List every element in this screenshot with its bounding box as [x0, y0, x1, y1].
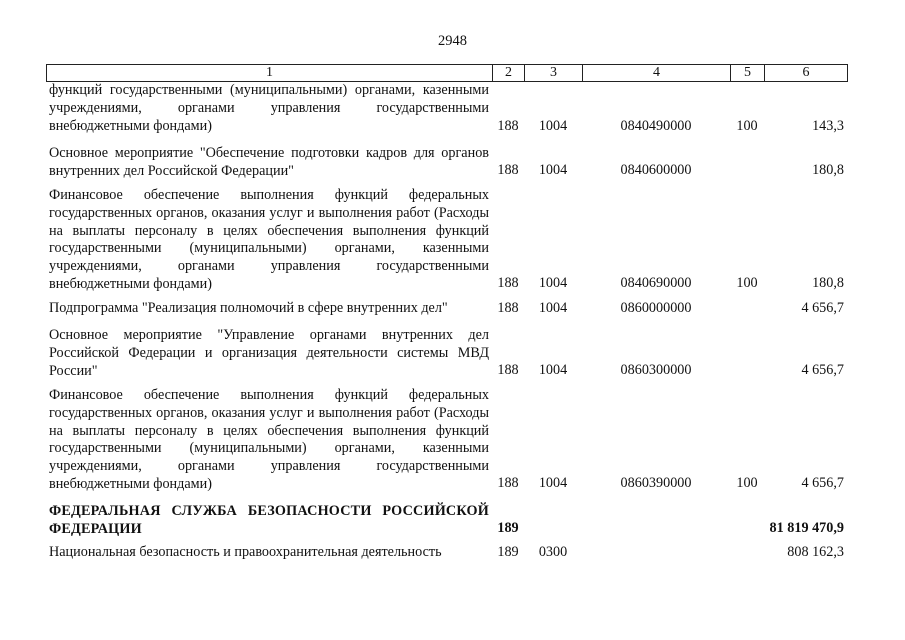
row-code-expense: 100 — [736, 275, 758, 291]
row-amount: 143,3 — [812, 118, 844, 134]
row-amount: 4 656,7 — [801, 362, 844, 378]
row-description: Основное мероприятие "Обеспечение подготовки кадров для органов внутренних дел Российской Федерации" — [49, 145, 489, 179]
row-code-admin: 189 — [497, 544, 519, 560]
row-amount: 4 656,7 — [801, 300, 844, 316]
row-description: функций государственными (муниципальными) органами, казенными учреждениями, органами управления государственными внебюджетными фондами) — [49, 82, 489, 134]
row-code-admin: 188 — [497, 275, 519, 291]
row-description: Основное мероприятие "Управление органами внутренних дел Российской Федерации и организация деятельности системы МВД России" — [49, 327, 489, 379]
row-code-section: 1004 — [538, 118, 568, 134]
row-code-admin: 188 — [497, 162, 519, 178]
row-code-section: 1004 — [538, 475, 568, 491]
row-code-admin: 188 — [497, 362, 519, 378]
header-col-3: 3 — [525, 65, 583, 81]
row-code-expense: 100 — [736, 118, 758, 134]
row-description: Подпрограмма "Реализация полномочий в сфере внутренних дел" — [49, 300, 448, 316]
row-description: Национальная безопасность и правоохранительная деятельность — [49, 544, 442, 560]
row-code-target: 0840600000 — [620, 162, 692, 178]
row-code-admin: 189 — [497, 520, 519, 536]
header-col-6: 6 — [802, 65, 810, 80]
row-amount: 180,8 — [812, 162, 844, 178]
row-amount: 180,8 — [812, 275, 844, 291]
header-col-5: 5 — [731, 65, 765, 81]
row-amount: 808 162,3 — [787, 544, 844, 560]
row-code-section: 0300 — [538, 544, 568, 560]
row-code-admin: 188 — [497, 118, 519, 134]
table-header — [46, 64, 848, 82]
row-code-target: 0860390000 — [620, 475, 692, 491]
row-amount: 81 819 470,9 — [769, 520, 844, 536]
header-col-4: 4 — [583, 65, 731, 81]
table-row-section-header — [46, 503, 848, 539]
row-code-section: 1004 — [538, 275, 568, 291]
table-row — [46, 145, 848, 181]
page-number: 2948 — [438, 33, 467, 49]
row-code-section: 1004 — [538, 362, 568, 378]
row-code-target: 0860300000 — [620, 362, 692, 378]
row-code-section: 1004 — [538, 162, 568, 178]
table-row — [46, 387, 848, 495]
row-code-target: 0840490000 — [620, 118, 692, 134]
row-code-target: 0840690000 — [620, 275, 692, 291]
row-description: Финансовое обеспечение выполнения функций федеральных государственных органов, оказания услуг и выполнения работ (Расходы на выплаты персоналу в целях обеспечения выполнения функций государственными (муниципальными) органами, казенными учреждениями, органами управления государственными внебюджетными фондами) — [49, 187, 489, 292]
row-code-admin: 188 — [497, 300, 519, 316]
row-code-expense: 100 — [736, 475, 758, 491]
table-row — [46, 300, 848, 318]
row-amount: 4 656,7 — [801, 475, 844, 491]
row-description: Финансовое обеспечение выполнения функций федеральных государственных органов, оказания услуг и выполнения работ (Расходы на выплаты персоналу в целях обеспечения выполнения функций государственными (муниципальными) органами, казенными учреждениями, органами управления государственными внебюджетными фондами) — [49, 387, 489, 492]
row-code-section: 1004 — [538, 300, 568, 316]
table-row — [46, 82, 848, 136]
table-row — [46, 187, 848, 295]
table-row — [46, 327, 848, 381]
row-code-admin: 188 — [497, 475, 519, 491]
header-col-2: 2 — [493, 65, 525, 81]
row-code-target: 0860000000 — [620, 300, 692, 316]
header-col-1: 1 — [47, 65, 493, 81]
table-row — [46, 544, 848, 562]
row-description: ФЕДЕРАЛЬНАЯ СЛУЖБА БЕЗОПАСНОСТИ РОССИЙСКОЙ ФЕДЕРАЦИИ — [49, 503, 489, 537]
